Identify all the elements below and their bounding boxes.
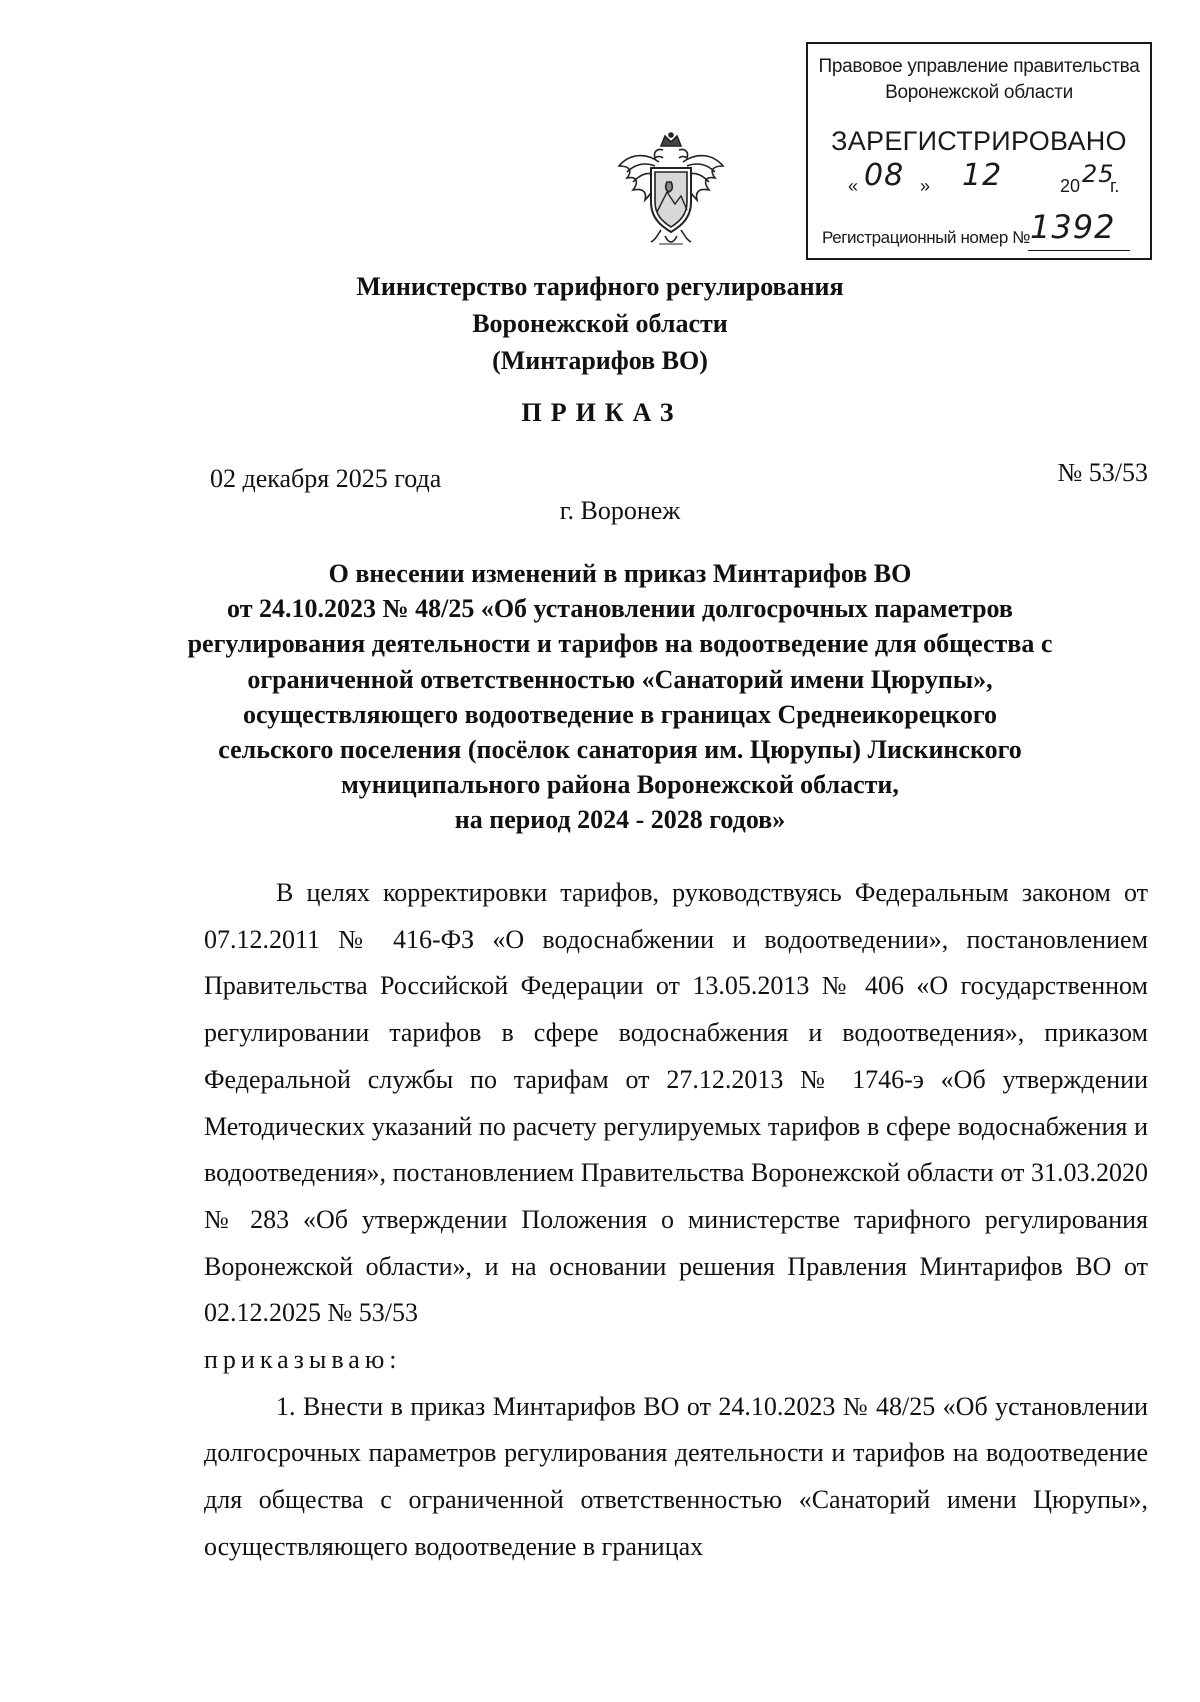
stamp-year-handwritten: 25 [1082,160,1115,188]
stamp-year-suffix: г. [1110,176,1120,196]
ministry-line: (Минтарифов ВО) [492,346,708,375]
order-body [204,870,1148,1571]
stamp-registration-label: Регистрационный номер № [822,228,1031,247]
document-type: ПРИКАЗ [521,398,683,427]
stamp-year-prefix: 20 [1060,176,1081,196]
title-line: на период 2024 - 2028 годов» [454,805,786,835]
registration-stamp [806,42,1152,260]
stamp-day: 08 [864,158,905,193]
order-item-1: 1. Внести в приказ Минтарифов ВО от 24.10.2023 № 48/25 «Об установлении долгосрочных параметров регулирования деятельности и тарифов на водоотведение для общества с ограниченной ответственностью «Санаторий имени Цюрупы», осуществляющего водоотведение в границах [204,1391,1148,1561]
stamp-quote-open: « [848,176,859,196]
order-number: № 53/53 [1057,458,1148,487]
title-line: муниципального района Воронежской области, [341,770,899,800]
command-word: приказываю: [204,1345,402,1375]
title-line: регулирования деятельности и тарифов на водоотведение для общества с [187,629,1053,659]
title-line: осуществляющего водоотведение в границах Среднеикорецкого [242,699,998,729]
title-line: от 24.10.2023 № 48/25 «Об установлении долгосрочных параметров [227,594,1013,624]
stamp-month: 12 [962,158,1003,193]
coat-of-arms-icon [615,132,727,250]
order-city: г. Воронеж [559,496,681,525]
ministry-line: Министерство тарифного регулирования [356,272,844,301]
stamp-quote-close: » [920,176,931,196]
stamp-registration-number: 1392 [1030,208,1116,246]
title-line: ограниченной ответственностью «Санаторий имени Цюрупы», [247,664,993,694]
stamp-registered-label: ЗАРЕГИСТРИРОВАНО [831,126,1127,156]
title-line: сельского поселения (посёлок санатория им. Цюрупы) Лискинского [218,735,1022,765]
ministry-name [0,268,1200,379]
order-date: 02 декабря 2025 года [210,464,442,493]
ministry-line: Воронежской области [472,309,728,338]
order-title [120,556,1120,838]
stamp-underline [1028,250,1130,251]
title-line: О внесении изменений в приказ Минтарифов ВО [328,559,912,588]
stamp-department-line1: Правовое управление правительства [818,56,1140,77]
stamp-department-line2: Воронежской области [885,82,1073,103]
stamp-registration-number-row [822,208,1140,254]
stamp-date [838,158,1134,202]
preamble-paragraph: В целях корректировки тарифов, руководствуясь Федеральным законом от 07.12.2011 № 416-ФЗ «О водоснабжении и водоотведении», постановлением Правительства Российской Федерации от 13.05.2013 № 406 «О государственном регулировании тарифов в сфере водоснабжения и водоотведения», приказом Федеральной службы по тарифам от 27.12.2013 № 1746-э «Об утверждении Методических указаний по расчету регулируемых тарифов в сфере водоснабжения и водоотведения», постановлением Правительства Воронежской области от 31.03.2020 № 283 «Об утверждении Положения о министерстве тарифного регулирования Воронежской области», и на основании решения Правления Минтарифов ВО от 02.12.2025 № 53/53 [204,878,1148,1328]
